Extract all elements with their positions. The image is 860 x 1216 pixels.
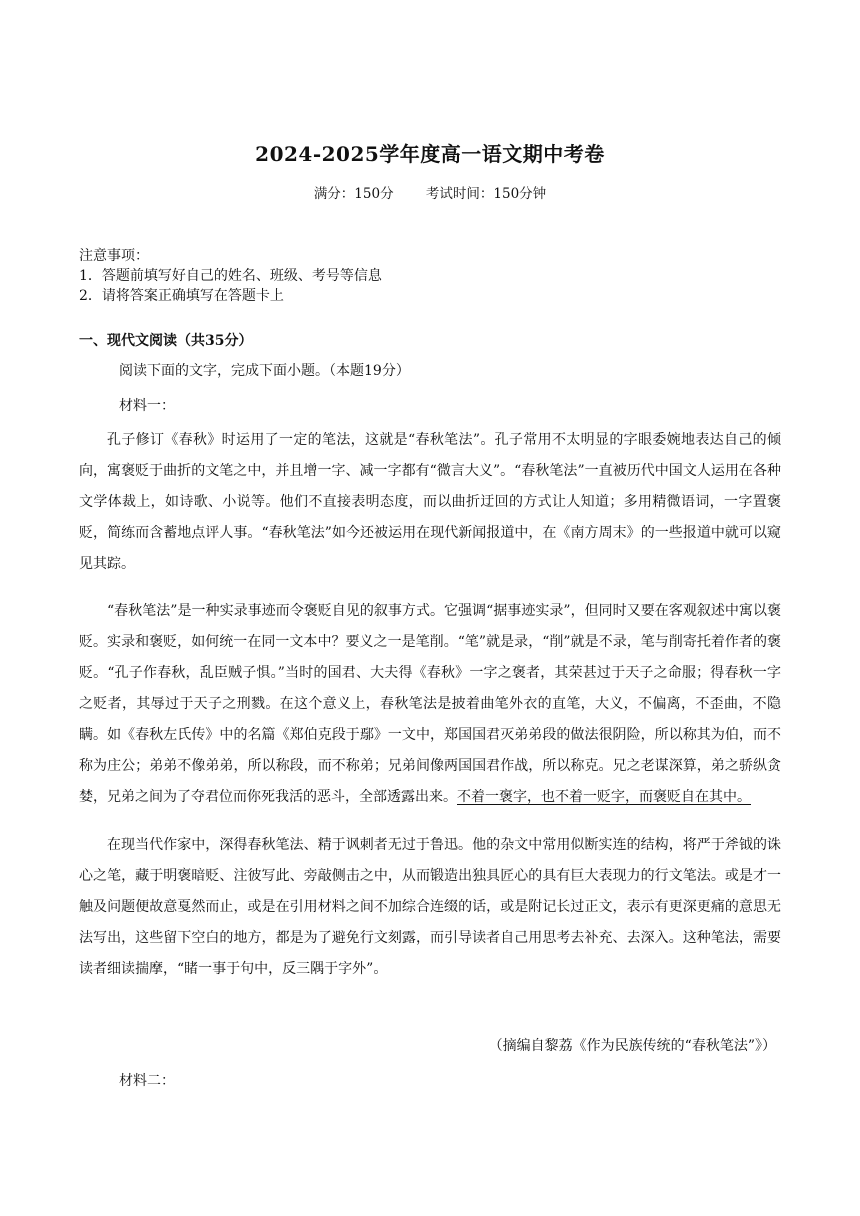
notes-heading: 注意事项： — [79, 248, 149, 264]
full-score: 满分：150分 — [313, 186, 394, 202]
exam-time: 考试时间：150分钟 — [425, 186, 547, 202]
notes-item: 1．答题前填写好自己的姓名、班级、考号等信息 — [79, 268, 382, 284]
paragraph-2 — [79, 596, 781, 813]
notes-item: 2．请将答案正确填写在答题卡上 — [79, 288, 284, 304]
paragraph-2-text: “春秋笔法”是一种实录事迹而令褒贬自见的叙事方式。它强调“据事迹实录”，但同时又要在客观叙述中寓以褒贬。实录和褒贬，如何统一在同一文本中？要义之一是笔削。“笔”就是录，“削”就是不录，笔与削寄托着作者的褒贬。“孔子作春秋，乱臣贼子惧。”当时的国君、大夫得《春秋》一字之褒者，其荣甚过于天子之命服；得春秋一字之贬者，其辱过于天子之刑戮。在这个意义上，春秋笔法是披着曲笔外衣的直笔，大义，不偏离，不歪曲，不隐瞒。如《春秋左氏传》中的名篇《郑伯克段于鄢》一文中，郑国国君灭弟弟段的做法很阴险，所以称其为伯，而不称为庄公；弟弟不像弟弟，所以称段，而不称弟；兄弟间像两国国君作战，所以称克。兄之老谋深算，弟之骄纵贪婪，兄弟之间为了夺君位而你死我活的恶斗，全部透露出来。 — [79, 603, 781, 805]
exam-title: 2024-2025学年度高一语文期中考卷 — [255, 142, 605, 166]
notes-block — [79, 246, 382, 306]
section-heading: 一、现代文阅读（共35分） — [79, 333, 253, 349]
underlined-sentence: 不着一褒字，也不着一贬字，而褒贬自在其中。 — [457, 789, 751, 805]
material-two-label: 材料二： — [119, 1073, 175, 1089]
paragraph-3: 在现当代作家中，深得春秋笔法、精于讽刺者无过于鲁迅。他的杂文中常用似断实连的结构，将严于斧钺的诛心之笔，藏于明褒暗贬、注彼写此、旁敲侧击之中，从而锻造出独具匠心的具有巨大表现力的行文笔法。或是才一触及问题便故意戛然而止，或是在引用材料之间不加综合连缀的话，或是附记长过正文，表示有更深更痛的意思无法写出，这些留下空白的地方，都是为了避免行文刻露，而引导读者自己用思考去补充、去深入。这种笔法，需要读者细读揣摩，“睹一事于句中，反三隅于字外”。 — [79, 837, 781, 977]
paragraph-1: 孔子修订《春秋》时运用了一定的笔法，这就是“春秋笔法”。孔子常用不太明显的字眼委婉地表达自己的倾向，寓褒贬于曲折的文笔之中，并且增一字、减一字都有“微言大义”。“春秋笔法”一直被历代中国文人运用在各种文学体裁上，如诗歌、小说等。他们不直接表明态度，而以曲折迂回的方式让人知道；多用精微语词，一字置褒贬，简练而含蓄地点评人事。“春秋笔法”如今还被运用在现代新闻报道中，在《南方周末》的一些报道中就可以窥见其踪。 — [79, 432, 781, 572]
exam-info — [0, 182, 860, 202]
source-citation: （摘编自黎荔《作为民族传统的“春秋笔法”》） — [488, 1038, 776, 1054]
material-one-label: 材料一： — [119, 398, 175, 414]
reading-instruction: 阅读下面的文字，完成下面小题。（本题19分） — [119, 363, 410, 379]
